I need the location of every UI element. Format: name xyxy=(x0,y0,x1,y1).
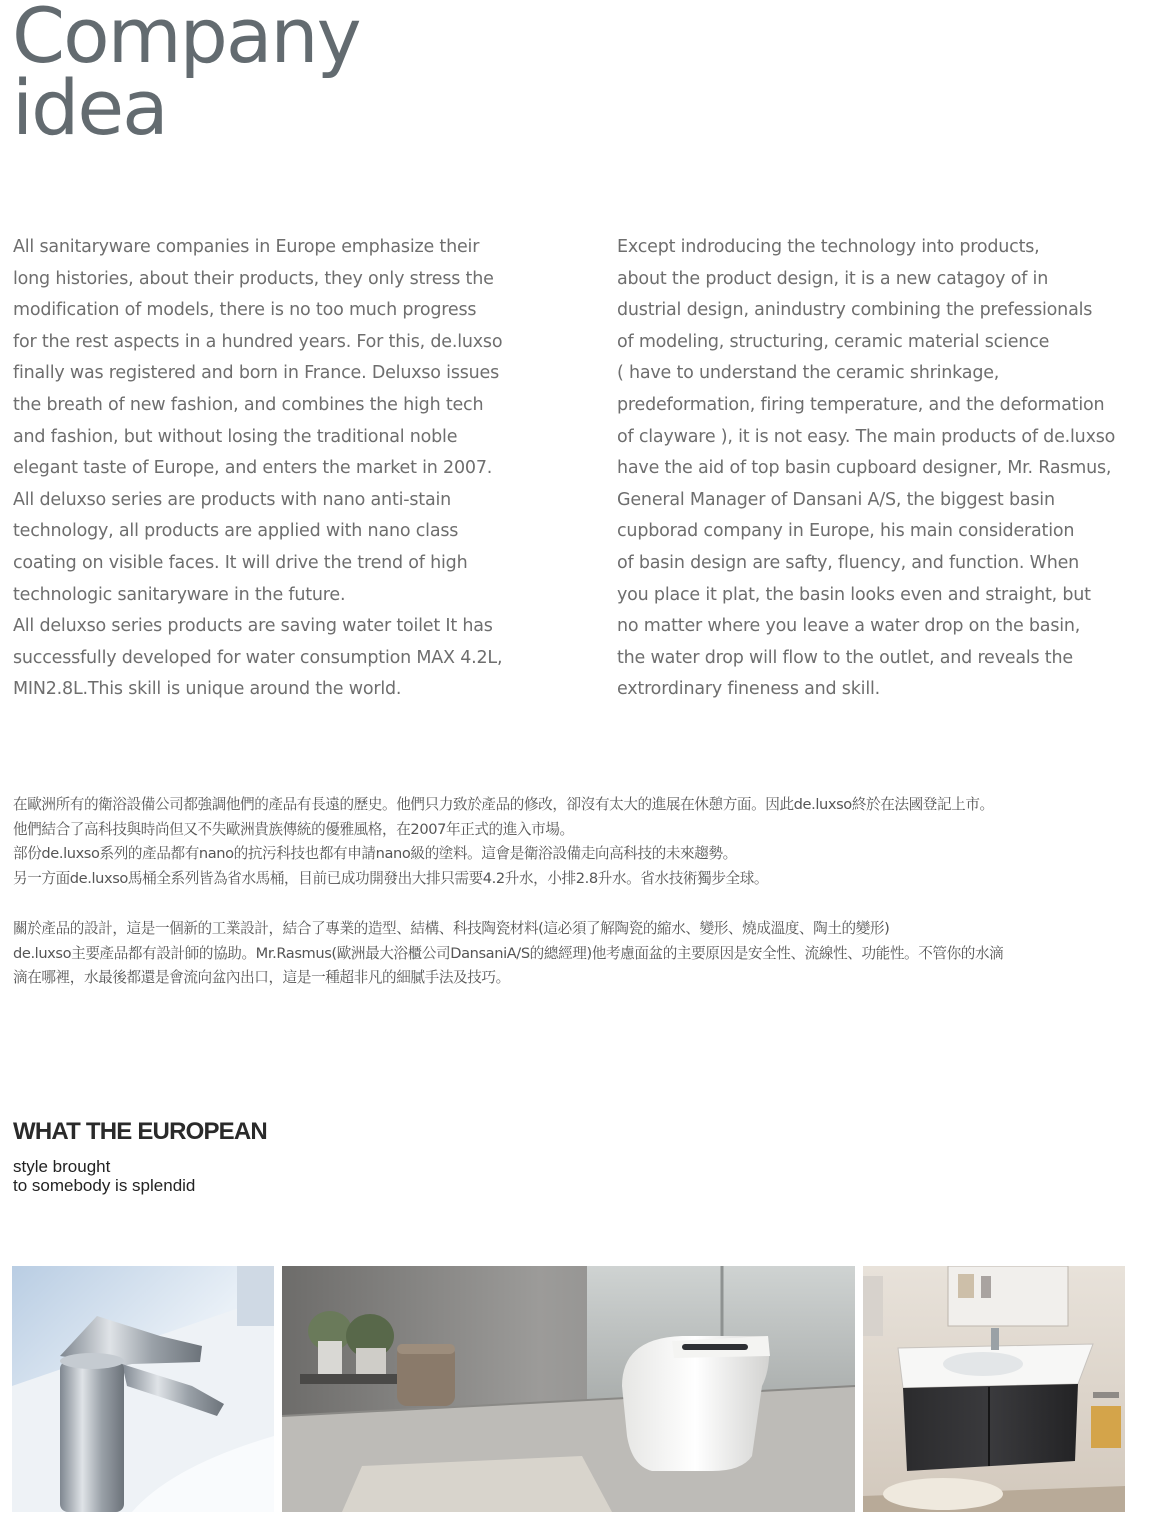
chinese-paragraph-2 xyxy=(13,917,1143,991)
title-line-2: idea xyxy=(12,63,167,152)
english-left-line: All sanitaryware companies in Europe emphasize their xyxy=(13,237,480,257)
chinese-para-1-line: 部份de.luxso系列的產品都有nano的抗污科技也都有申請nano級的塗料。這會是衛浴設備走向高科技的未來趨勢。 xyxy=(13,845,737,862)
chinese-para-2-line: de.luxso主要產品都有設計師的協助。Mr.Rasmus(歐洲最大浴櫃公司DansaniA/S的總經理)他考慮面盆的主要原因是安全性、流線性、功能性。不管你的水滴 xyxy=(13,944,1004,962)
english-left-line: All deluxso series are products with nano anti-stain xyxy=(13,489,452,510)
faucet-photo xyxy=(12,1266,274,1512)
chinese-paragraph-1 xyxy=(13,793,1143,891)
english-left-line: for the rest aspects in a hundred years. For this, de.luxso xyxy=(13,331,503,352)
english-left-line: modification of models, there is no too much progress xyxy=(13,300,477,321)
english-column-right xyxy=(617,232,1142,706)
page-title xyxy=(12,0,360,152)
english-left-line: successfully developed for water consumption MAX 4.2L, xyxy=(13,647,503,668)
english-left-line: and fashion, but without losing the traditional noble xyxy=(13,426,458,447)
english-right-line: of clayware ), it is not easy. The main products of de.luxso xyxy=(617,426,1116,447)
english-right-line: no matter where you leave a water drop on the basin, xyxy=(617,616,1081,637)
title-line-1: Company xyxy=(12,0,360,80)
english-left-line: MIN2.8L.This skill is unique around the world. xyxy=(13,679,402,700)
english-right-line: of basin design are safty, fluency, and function. When xyxy=(617,552,1080,573)
english-right-line: ( have to understand the ceramic shrinkage, xyxy=(617,363,1000,384)
english-left-line: finally was registered and born in France. Deluxso issues xyxy=(13,363,500,384)
english-right-line: about the product design, it is a new catagoy of in xyxy=(617,268,1049,289)
english-right-line: cupborad company in Europe, his main consideration xyxy=(617,521,1075,542)
english-right-line: General Manager of Dansani A/S, the biggest basin xyxy=(617,489,1055,510)
smart-toilet-photo xyxy=(282,1266,855,1512)
english-right-line: of modeling, structuring, ceramic material science xyxy=(617,331,1050,352)
english-right-line: the water drop will flow to the outlet, and reveals the xyxy=(617,647,1073,668)
english-left-line: coating on visible faces. It will drive the trend of high xyxy=(13,552,468,573)
english-right-line: Except indroducing the technology into products, xyxy=(617,237,1040,257)
basin-cabinet-photo xyxy=(863,1266,1125,1512)
english-left-line: All deluxso series products are saving water toilet It has xyxy=(13,616,493,637)
english-column-left xyxy=(13,232,533,706)
section-subheading-line-1: style brought xyxy=(13,1157,111,1176)
english-left-line: technology, all products are applied with nano class xyxy=(13,521,459,542)
english-left-line: long histories, about their products, they only stress the xyxy=(13,268,494,289)
english-right-line: have the aid of top basin cupboard designer, Mr. Rasmus, xyxy=(617,458,1112,479)
english-right-line: dustrial design, anindustry combining the prefessionals xyxy=(617,300,1093,321)
section-subheading-line-2: to somebody is splendid xyxy=(13,1176,196,1195)
section-heading: WHAT THE EUROPEAN xyxy=(13,1118,267,1145)
english-left-line: elegant taste of Europe, and enters the market in 2007. xyxy=(13,458,493,479)
section-subheading xyxy=(13,1157,195,1195)
english-left-line: technologic sanitaryware in the future. xyxy=(13,584,346,605)
chinese-para-2-line: 滴在哪裡，水最後都還是會流向盆內出口，這是一種超非凡的細膩手法及技巧。 xyxy=(13,969,510,986)
english-right-line: you place it plat, the basin looks even and straight, but xyxy=(617,584,1091,605)
chinese-para-1-line: 他們結合了高科技與時尚但又不失歐洲貴族傳統的優雅風格，在2007年正式的進入市場。 xyxy=(13,820,574,838)
chinese-para-1-line: 在歐洲所有的衛浴設備公司都強調他們的產品有長遠的歷史。他們只力致於產品的修改，卻沒有太大的進展在休憩方面。因此de.luxso終於在法國登記上市。 xyxy=(13,796,994,813)
english-left-line: the breath of new fashion, and combines the high tech xyxy=(13,394,484,415)
english-right-line: extrordinary fineness and skill. xyxy=(617,679,881,700)
chinese-para-2-line: 關於產品的設計，這是一個新的工業設計，結合了專業的造型、結構、科技陶瓷材料(這必須了解陶瓷的縮水、變形、燒成溫度、陶土的變形) xyxy=(13,920,890,937)
english-right-line: predeformation, firing temperature, and the deformation xyxy=(617,394,1105,415)
chinese-para-1-line: 另一方面de.luxso馬桶全系列皆為省水馬桶，目前已成功開發出大排只需要4.2升水，小排2.8升水。省水技術獨步全球。 xyxy=(13,869,769,887)
